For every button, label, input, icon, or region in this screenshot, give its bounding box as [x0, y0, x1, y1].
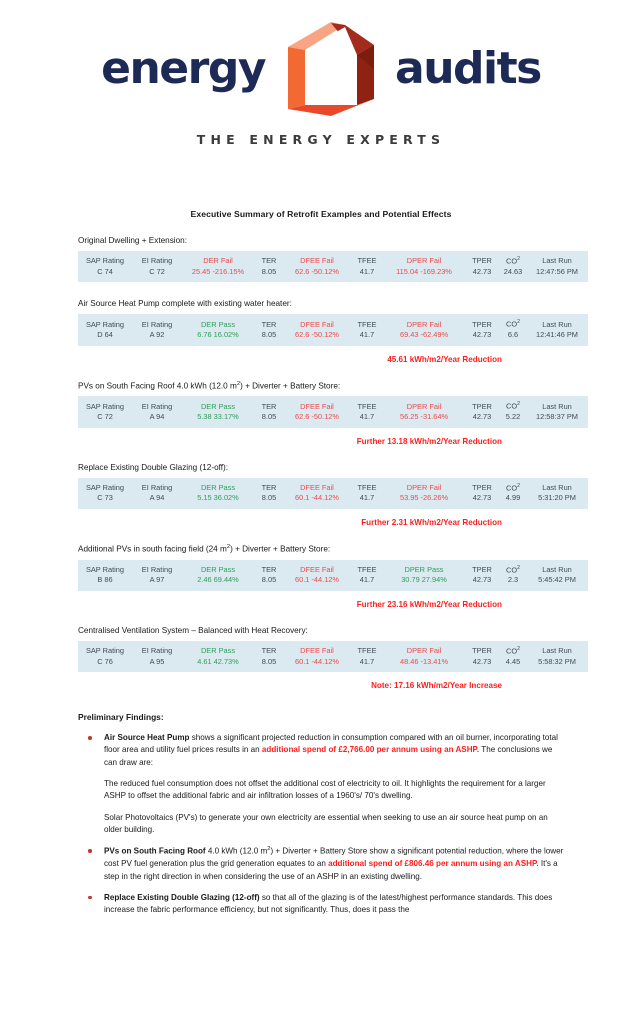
bullet-icon: [88, 896, 92, 900]
col-header-ei: EI Rating: [141, 646, 173, 656]
col-header-dfee: DFEE Fail: [300, 482, 334, 492]
section-label: PVs on South Facing Roof 4.0 kWh (12.0 $m^2$) + Diverter + Battery Store:: [78, 380, 341, 391]
cell-tper: 42.73: [472, 412, 492, 422]
col-header-ei: EI Rating: [141, 564, 173, 574]
superscript-two: 2: [517, 564, 520, 571]
results-table: [78, 396, 588, 427]
cell-sap: C 72: [97, 412, 113, 422]
cell-dper: 48.46 -13.41%: [399, 656, 449, 666]
retrofit-section: [78, 236, 578, 282]
table-row: [78, 413, 588, 427]
table-row: [78, 331, 588, 345]
cell-tfee: 41.7: [359, 330, 375, 340]
cell-dper: 53.95 -26.26%: [399, 493, 449, 503]
finding-highlight: additional spend of £806.46 per annum using an ASHP.: [328, 859, 539, 869]
col-header-dper: DPER Fail: [406, 256, 442, 266]
cell-co2: 2.3: [507, 575, 519, 585]
col-header-tfee: TFEE: [357, 401, 377, 411]
retrofit-section: [78, 543, 576, 609]
col-header-tfee: TFEE: [357, 482, 377, 492]
cell-ter: 8.05: [261, 412, 277, 422]
table-header-row: [78, 560, 588, 577]
cell-tfee: 41.7: [359, 493, 375, 503]
col-header-dper: DPER Fail: [406, 319, 442, 329]
cell-last: 12:58:37 PM: [536, 412, 578, 422]
cell-tper: 42.73: [472, 330, 492, 340]
col-header-dper: DPER Fail: [406, 646, 442, 656]
logo-word-energy: energy: [101, 43, 266, 94]
cell-ei: A 95: [149, 656, 165, 666]
cell-ter: 8.05: [261, 493, 277, 503]
col-header-sap: SAP Rating: [85, 482, 125, 492]
cell-sap: C 73: [97, 493, 113, 503]
finding-paragraph-2: Solar Photovoltaics (PV's) to generate your own electricity are essential when seeking to use an air source heat pump on an older building.: [104, 812, 548, 834]
finding-text: 4.0 kWh (12.0 m: [205, 846, 268, 856]
finding-text-tail: It's a step in the right direction in when considering the use of an ASHP in an existing dwelling.: [104, 859, 558, 881]
section-label: Original Dwelling + Extension:: [78, 236, 187, 245]
cell-last: 5:58:32 PM: [538, 656, 576, 666]
col-header-last: Last Run: [542, 401, 572, 411]
cell-ei: C 72: [149, 266, 165, 276]
col-header-der: DER Pass: [200, 646, 236, 656]
cell-co2: 6.6: [507, 330, 519, 340]
finding-item-pv-roof: [78, 845, 564, 883]
house-3d-icon: [283, 17, 379, 121]
col-header-tper: TPER: [472, 319, 492, 329]
col-header-ei: EI Rating: [141, 319, 173, 329]
table-header-row: [78, 396, 588, 413]
cell-last: 5:31:20 PM: [538, 493, 576, 503]
cell-tper: 42.73: [472, 575, 492, 585]
retrofit-section: [78, 299, 578, 364]
table-row: [78, 494, 588, 508]
reduction-note: Further 2.31 kWh/m2/Year Reduction: [361, 517, 502, 527]
col-header-last: Last Run: [542, 256, 572, 266]
col-header-dper: DPER Fail: [406, 401, 442, 411]
finding-text: shows a significant projected reduction in consumption compared with an oil burner, incorporating total floor area and utility fuel prices results in an: [104, 733, 558, 755]
superscript-two: 2: [267, 846, 271, 853]
reduction-note: Note: 17.16 kWh/m2/Year Increase: [371, 681, 502, 691]
retrofit-section: [78, 625, 576, 691]
section-label: Air Source Heat Pump complete with existing water heater:: [78, 299, 292, 309]
superscript-two: 2: [517, 256, 520, 262]
finding-item-double-glazing: [78, 892, 564, 917]
cell-sap: B 86: [97, 575, 113, 585]
cell-ter: 8.05: [261, 330, 277, 340]
cell-ei: A 92: [149, 330, 165, 340]
cell-dfee: 62.6 -50.12%: [295, 412, 339, 422]
col-header-last: Last Run: [542, 482, 572, 492]
cell-sap: C 74: [97, 266, 113, 276]
cell-der: 2.46 69.44%: [197, 575, 239, 585]
col-header-der: DER Pass: [200, 401, 236, 411]
cell-co2: 4.45: [505, 656, 521, 666]
cell-tfee: 41.7: [359, 575, 375, 585]
finding-lead: Air Source Heat Pump: [104, 733, 190, 743]
col-header-ter: TER: [261, 256, 277, 266]
col-header-tfee: TFEE: [357, 256, 377, 266]
col-header-ei: EI Rating: [141, 256, 173, 266]
col-header-der: DER Pass: [200, 482, 236, 492]
cell-der: 4.61 42.73%: [197, 656, 239, 666]
col-header-co2: $CO^2$: [506, 564, 520, 575]
superscript-two: 2: [517, 645, 520, 652]
col-header-co2: $CO^2$: [506, 319, 520, 329]
finding-paragraph-1: The reduced fuel consumption does not offset the additional cost of electricity to oil. It highlights the requirement for a larger ASHP to offset the additional fabric and air infiltration losses of a 1960's/ 70's dwelling.: [104, 779, 546, 801]
cell-ei: A 94: [149, 493, 165, 503]
cell-tper: 42.73: [472, 266, 492, 276]
cell-ei: A 97: [149, 575, 165, 585]
col-header-der: DER Pass: [200, 319, 236, 329]
col-header-tper: TPER: [472, 646, 492, 656]
bullet-icon: [88, 849, 92, 853]
col-header-der: DER Pass: [200, 564, 236, 574]
bullet-icon: [88, 736, 92, 740]
col-header-ter: TER: [261, 401, 277, 411]
finding-item-ashp: [78, 732, 564, 769]
superscript-two: 2: [236, 380, 241, 387]
cell-dper: 69.43 -62.49%: [399, 330, 449, 340]
cell-dfee: 62.6 -50.12%: [295, 330, 339, 340]
findings-list: [78, 732, 564, 769]
col-header-dper: DPER Pass: [404, 564, 444, 574]
table-row: [78, 658, 588, 672]
col-header-sap: SAP Rating: [85, 256, 125, 266]
logo-tagline: THE ENERGY EXPERTS: [196, 132, 446, 147]
col-header-ter: TER: [261, 482, 277, 492]
results-table: [78, 560, 588, 591]
col-header-dfee: DFEE Fail: [300, 646, 334, 656]
results-table: [78, 641, 588, 672]
cell-sap: C 76: [97, 656, 113, 666]
cell-last: 12:47:56 PM: [536, 266, 578, 276]
col-header-tper: TPER: [472, 482, 492, 492]
col-header-dfee: DFEE Fail: [300, 256, 334, 266]
col-header-co2: $CO^2$: [506, 256, 520, 266]
cell-ter: 8.05: [261, 656, 277, 666]
cell-dfee: 60.1 -44.12%: [295, 656, 339, 666]
page-title: Executive Summary of Retrofit Examples and Potential Effects: [190, 209, 452, 219]
col-header-last: Last Run: [542, 564, 572, 574]
retrofit-section: [78, 380, 578, 446]
col-header-co2: $CO^2$: [506, 645, 520, 656]
col-header-dfee: DFEE Fail: [300, 319, 334, 329]
col-header-tfee: TFEE: [357, 319, 377, 329]
finding-lead: Replace Existing Double Glazing (12-off): [104, 892, 260, 902]
col-header-ter: TER: [261, 319, 277, 329]
col-header-tper: TPER: [472, 256, 492, 266]
table-header-row: [78, 641, 588, 658]
finding-text-tail: The conclusions we can draw are:: [104, 745, 553, 767]
findings-heading: Preliminary Findings:: [78, 712, 164, 723]
superscript-two: 2: [517, 401, 520, 408]
reduction-note: 45.61 kWh/m2/Year Reduction: [387, 354, 502, 364]
finding-text-2: ) + Diverter + Battery Store show a significant potential reduction, where the lower cost PV fuel generation plus the grid generation equates to an: [104, 846, 564, 869]
cell-dfee: 60.1 -44.12%: [295, 575, 339, 585]
col-header-tfee: TFEE: [357, 564, 377, 574]
col-header-ter: TER: [261, 564, 277, 574]
table-row: [78, 268, 588, 282]
cell-ter: 8.05: [261, 575, 277, 585]
finding-lead: PVs on South Facing Roof: [104, 846, 206, 856]
cell-dfee: 60.1 -44.12%: [295, 493, 339, 503]
section-label: Centralised Ventilation System – Balanced with Heat Recovery:: [78, 625, 308, 635]
col-header-ter: TER: [261, 646, 277, 656]
cell-ei: A 94: [149, 412, 165, 422]
reduction-note: Further 23.16 kWh/m2/Year Reduction: [356, 599, 502, 609]
cell-der: 6.76 16.02%: [197, 330, 239, 340]
cell-der: 5.38 33.17%: [197, 412, 239, 422]
col-header-dfee: DFEE Fail: [300, 564, 334, 574]
cell-sap: D 64: [97, 330, 113, 340]
cell-ter: 8.05: [261, 266, 277, 276]
superscript-two: 2: [517, 319, 520, 326]
col-header-sap: SAP Rating: [85, 401, 125, 411]
table-header-row: [78, 314, 588, 331]
document-body: [0, 209, 642, 916]
brand-header: [0, 0, 642, 147]
reduction-note: Further 13.18 kWh/m2/Year Reduction: [356, 436, 502, 446]
table-row: [78, 576, 588, 590]
retrofit-section: [78, 462, 576, 527]
col-header-dper: DPER Fail: [406, 482, 442, 492]
col-header-ei: EI Rating: [141, 401, 173, 411]
cell-tfee: 41.7: [359, 412, 375, 422]
col-header-last: Last Run: [542, 646, 572, 656]
cell-dper: 115.04 -169.23%: [396, 266, 452, 276]
finding-highlight: additional spend of £2,766.00 per annum using an ASHP.: [261, 745, 480, 755]
findings-list-2: [78, 845, 564, 916]
col-header-sap: SAP Rating: [85, 319, 125, 329]
cell-last: 12:41:46 PM: [536, 330, 578, 340]
cell-co2: 4.99: [505, 493, 521, 503]
table-header-row: [78, 478, 588, 495]
cell-dper: 56.25 -31.64%: [399, 412, 449, 422]
section-label: Replace Existing Double Glazing (12-off):: [78, 462, 229, 472]
results-table: [78, 314, 588, 345]
retrofit-sections: [78, 236, 578, 691]
col-header-last: Last Run: [542, 319, 572, 329]
section-label: Additional PVs in south facing field (24 $m^2$) + Diverter + Battery Store:: [78, 543, 331, 554]
col-header-ei: EI Rating: [141, 482, 173, 492]
cell-tper: 42.73: [472, 656, 492, 666]
cell-tfee: 41.7: [359, 656, 375, 666]
results-table: [78, 478, 588, 509]
superscript-two: 2: [517, 482, 520, 489]
table-header-row: [78, 251, 588, 268]
cell-tfee: 41.7: [359, 266, 375, 276]
finding-text: so that all of the glazing is of the latest/highest performance standards. This does increase the fabric performance efficiency, but not significantly. Thus, does it pass the: [104, 892, 553, 915]
cell-co2: 24.63: [503, 266, 523, 276]
cell-dfee: 62.6 -50.12%: [295, 266, 339, 276]
cell-der: 5.15 36.02%: [197, 493, 239, 503]
col-header-sap: SAP Rating: [85, 646, 125, 656]
cell-co2: 5.22: [505, 412, 521, 422]
col-header-co2: $CO^2$: [506, 482, 520, 493]
logo-word-audits: audits: [395, 43, 541, 94]
col-header-tfee: TFEE: [357, 646, 377, 656]
col-header-sap: SAP Rating: [85, 564, 125, 574]
col-header-tper: TPER: [472, 564, 492, 574]
cell-der: 25.45 -216.15%: [191, 266, 245, 276]
col-header-der: DER Fail: [203, 256, 233, 266]
cell-last: 5:45:42 PM: [538, 575, 576, 585]
cell-dper: 30.79 27.94%: [401, 575, 447, 585]
col-header-tper: TPER: [472, 401, 492, 411]
results-table: [78, 251, 588, 282]
col-header-co2: $CO^2$: [506, 401, 520, 411]
logo-row: [0, 26, 642, 112]
col-header-dfee: DFEE Fail: [300, 401, 334, 411]
cell-tper: 42.73: [472, 493, 492, 503]
superscript-two: 2: [226, 543, 231, 550]
